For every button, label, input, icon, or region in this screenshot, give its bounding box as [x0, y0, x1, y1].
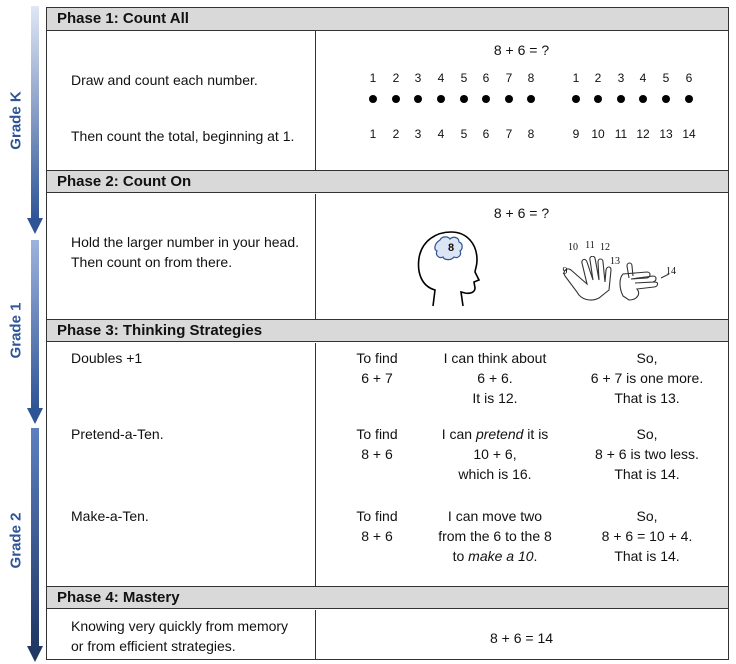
think-line-3: to make a 10.	[452, 548, 538, 564]
so-line-1: So,	[636, 350, 658, 366]
count-dot	[414, 95, 422, 103]
arrow-grade-k	[27, 6, 43, 234]
count-number: 5	[460, 127, 468, 141]
think-line-3: It is 12.	[472, 390, 518, 406]
count-number: 2	[392, 71, 400, 85]
finger-number: 13	[610, 256, 620, 267]
think-line-2: from the 6 to the 8	[438, 528, 552, 544]
counting-hands-icon	[557, 256, 707, 306]
so-line-2: 8 + 6 is two less.	[595, 446, 699, 462]
to-find-label: To find	[356, 426, 398, 442]
count-number: 3	[414, 71, 422, 85]
phases-table	[46, 7, 729, 660]
count-number: 8	[527, 71, 535, 85]
phase-4-description-2: or from efficient strategies.	[71, 638, 236, 654]
count-number: 1	[572, 71, 580, 85]
to-find-expression: 6 + 7	[361, 370, 393, 386]
so-line-3: That is 13.	[614, 390, 680, 406]
count-dot	[662, 95, 670, 103]
phase-1-equation: 8 + 6 = ?	[493, 42, 550, 58]
count-number: 3	[617, 71, 625, 85]
count-number: 2	[594, 71, 602, 85]
count-number: 13	[659, 127, 673, 141]
count-dot	[369, 95, 377, 103]
arrow-grade-1	[27, 240, 43, 424]
phase-2-instruction-2: Then count on from there.	[71, 254, 233, 270]
count-number: 2	[392, 127, 400, 141]
grade-1-label: Grade 1	[7, 302, 25, 359]
count-dot	[482, 95, 490, 103]
count-number: 1	[369, 71, 377, 85]
phase-2-instruction-1: Hold the larger number in your head.	[71, 234, 300, 250]
count-dot	[505, 95, 513, 103]
so-line-1: So,	[636, 508, 658, 524]
count-dot	[594, 95, 602, 103]
count-number: 3	[414, 127, 422, 141]
so-line-2: 6 + 7 is one more.	[590, 370, 704, 386]
count-dot	[685, 95, 693, 103]
count-number: 7	[505, 127, 513, 141]
count-number: 11	[614, 127, 628, 141]
count-dot	[639, 95, 647, 103]
finger-number: 14	[666, 266, 676, 277]
count-number: 4	[437, 71, 445, 85]
count-number: 12	[636, 127, 650, 141]
count-dot	[437, 95, 445, 103]
phase-2-equation: 8 + 6 = ?	[493, 205, 550, 221]
count-number: 5	[460, 71, 468, 85]
to-find-label: To find	[356, 508, 398, 524]
count-dot	[460, 95, 468, 103]
strategy-pretend-a-ten: Pretend-a-Ten.	[71, 426, 164, 442]
count-number: 6	[482, 71, 490, 85]
phase-1-instruction-1: Draw and count each number.	[71, 72, 258, 88]
so-line-2: 8 + 6 = 10 + 4.	[601, 528, 693, 544]
to-find-expression: 8 + 6	[361, 446, 393, 462]
strategy-make-a-ten: Make-a-Ten.	[71, 508, 149, 524]
finger-number: 9	[562, 266, 568, 277]
phase-4-equation: 8 + 6 = 14	[489, 630, 554, 646]
so-line-3: That is 14.	[614, 548, 680, 564]
grade-2-label: Grade 2	[7, 512, 25, 569]
think-line-3: which is 16.	[458, 466, 532, 482]
count-number: 6	[482, 127, 490, 141]
finger-number: 10	[568, 242, 578, 253]
count-number: 9	[572, 127, 580, 141]
think-line-2: 10 + 6,	[473, 446, 517, 462]
count-number: 14	[682, 127, 696, 141]
count-number: 7	[505, 71, 513, 85]
phase-2-header: Phase 2: Count On	[47, 170, 728, 193]
count-dot	[527, 95, 535, 103]
count-number: 8	[527, 127, 535, 141]
grade-k-label: Grade K	[7, 91, 25, 150]
so-line-3: That is 14.	[614, 466, 680, 482]
head-number: 8	[447, 242, 455, 254]
finger-number: 11	[585, 240, 595, 251]
think-line-1: I can pretend it is	[441, 426, 549, 442]
count-number: 4	[639, 71, 647, 85]
phase-4-description-1: Knowing very quickly from memory	[71, 618, 289, 634]
count-number: 1	[369, 127, 377, 141]
count-number: 6	[685, 71, 693, 85]
phase-1-header: Phase 1: Count All	[47, 8, 728, 31]
strategy-doubles-plus-one: Doubles +1	[71, 350, 143, 366]
think-line-1: I can move two	[447, 508, 543, 524]
think-line-2: 6 + 6.	[477, 370, 513, 386]
to-find-expression: 8 + 6	[361, 528, 393, 544]
arrow-grade-2	[27, 428, 43, 662]
finger-number: 12	[600, 242, 610, 253]
count-number: 10	[591, 127, 605, 141]
count-dot	[617, 95, 625, 103]
to-find-label: To find	[356, 350, 398, 366]
count-dot	[392, 95, 400, 103]
grade-column	[0, 0, 46, 664]
count-dot	[572, 95, 580, 103]
count-number: 4	[437, 127, 445, 141]
so-line-1: So,	[636, 426, 658, 442]
think-line-1: I can think about	[443, 350, 547, 366]
column-divider	[315, 343, 316, 586]
phase-1-instruction-2: Then count the total, beginning at 1.	[71, 128, 295, 144]
phase-4-header: Phase 4: Mastery	[47, 586, 728, 609]
phase-3-header: Phase 3: Thinking Strategies	[47, 319, 728, 342]
count-number: 5	[662, 71, 670, 85]
